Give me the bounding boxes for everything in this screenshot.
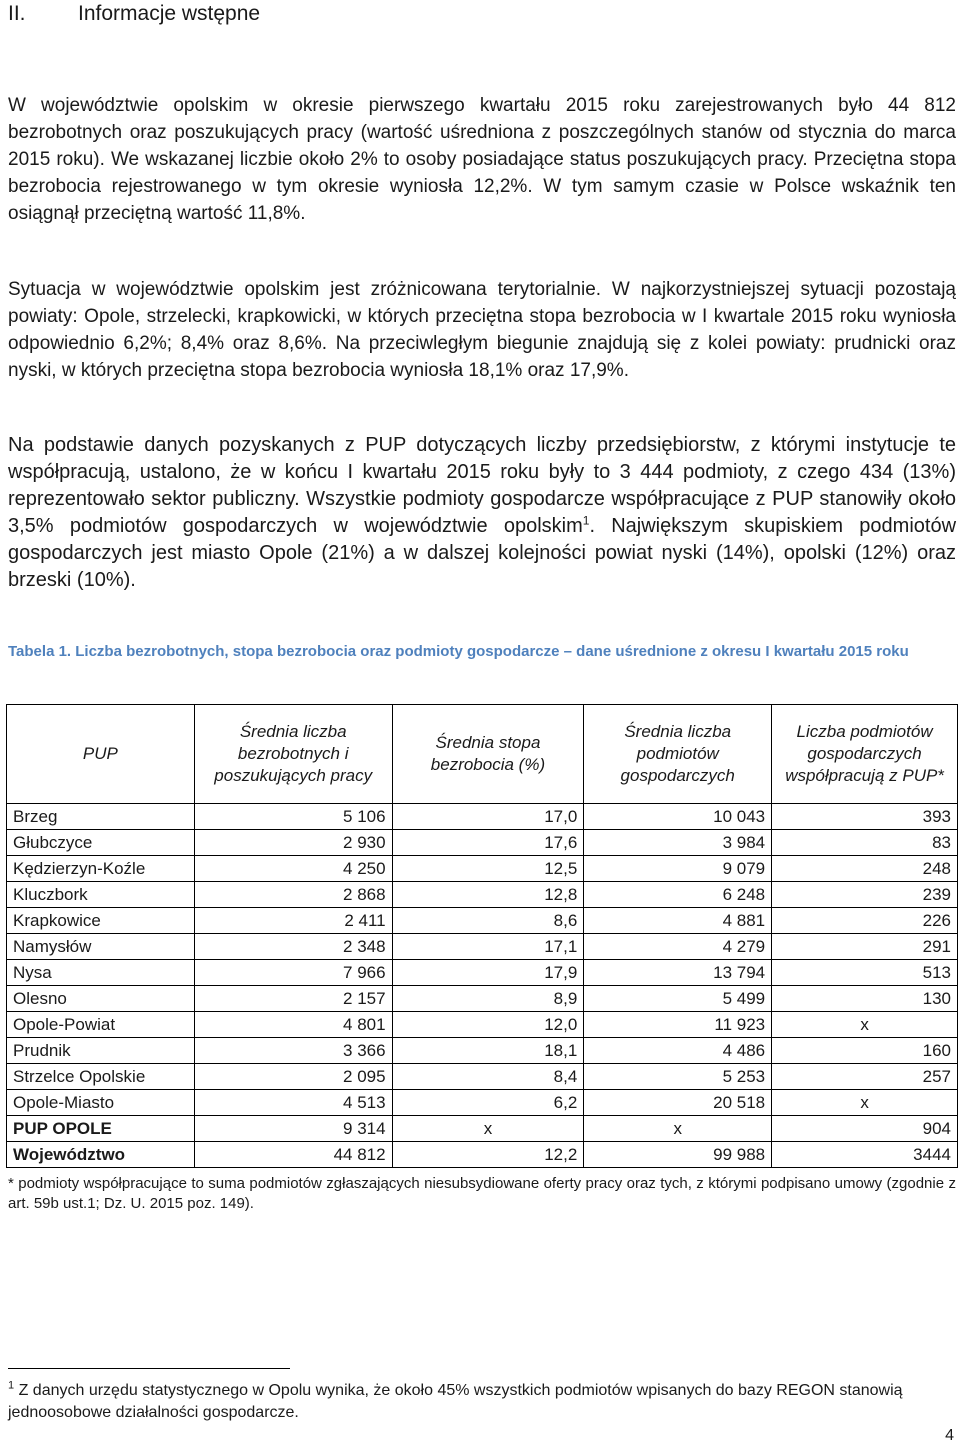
table-cell: 13 794 [584,960,772,986]
table-header-row [7,705,958,804]
table-note: * podmioty współpracujące to suma podmiotów zgłaszających niesubsydiowane oferty pracy oraz tych, z którymi podpisano umowy (zgodnie z art. 59b ust.1; Dz. U. 2015 poz. 149). [8,1175,956,1212]
footnote [8,1380,958,1424]
table-cell: 3 984 [584,830,772,856]
section-heading [8,0,260,28]
table-row [7,830,958,856]
table-cell: 17,0 [392,804,584,830]
table-cell: 12,2 [392,1142,584,1168]
table-cell: 4 486 [584,1038,772,1064]
table-row [7,986,958,1012]
table-cell: 513 [772,960,958,986]
table-cell: x [584,1116,772,1142]
row-label: Kluczbork [7,882,195,908]
table-cell: 5 499 [584,986,772,1012]
table-cell: 2 868 [194,882,392,908]
table-cell: 160 [772,1038,958,1064]
table-row [7,1116,958,1142]
table-cell: x [772,1090,958,1116]
table-cell: 4 250 [194,856,392,882]
table-cell: 5 253 [584,1064,772,1090]
row-label: Prudnik [7,1038,195,1064]
table-cell: 17,9 [392,960,584,986]
table-row [7,1142,958,1168]
table-cell: 239 [772,882,958,908]
table-cell: 2 411 [194,908,392,934]
table-cell: 11 923 [584,1012,772,1038]
table-cell: 4 881 [584,908,772,934]
paragraph-business-cooperation [8,432,956,594]
page-number: 4 [945,1427,954,1444]
paragraph-text-part: . Największym skupiskiem podmiotów gospodarczych jest miasto Opole (21%) a w dalszej kolejności powiat nyski (14%), opolski (12%) oraz brzeski (10%). [8,515,957,591]
table-cell: 248 [772,856,958,882]
table-cell: 6 248 [584,882,772,908]
table-cell: 10 043 [584,804,772,830]
table-cell: 226 [772,908,958,934]
table-row [7,882,958,908]
table-cell: 8,6 [392,908,584,934]
table-row [7,804,958,830]
paragraph-territorial-situation: Sytuacja w województwie opolskim jest zróżnicowana terytorialnie. W najkorzystniejszej sytuacji pozostają powiaty: Opole, strzelecki, krapkowicki, w których przeciętna stopa bezrobocia w I kwartale 2015 roku wyniosła odpowiednio 6,2%; 8,4% oraz 8,6%. Na przeciwległym biegunie znajdują się z kolei powiaty: prudnicki oraz nyski, w których przeciętna stopa bezrobocia wyniosła 18,1% oraz 17,9%. [8,279,956,381]
table-cell: 2 095 [194,1064,392,1090]
table-cell: 393 [772,804,958,830]
row-label: Namysłów [7,934,195,960]
table-cell: 20 518 [584,1090,772,1116]
section-number: II. [8,2,26,25]
row-label: Województwo [7,1142,195,1168]
table-cell: 17,1 [392,934,584,960]
table-cell: 9 314 [194,1116,392,1142]
column-header-rate: Średnia stopa bezrobocia (%) [392,705,584,804]
row-label: Krapkowice [7,908,195,934]
column-header-businesses: Średnia liczba podmiotów gospodarczych [584,705,772,804]
row-label: Nysa [7,960,195,986]
table-cell: 8,4 [392,1064,584,1090]
row-label: Brzeg [7,804,195,830]
section-title: Informacje wstępne [78,2,261,25]
table-cell: 3 366 [194,1038,392,1064]
table-cell: 5 106 [194,804,392,830]
table-cell: 17,6 [392,830,584,856]
table-cell: 6,2 [392,1090,584,1116]
table-cell: 4 279 [584,934,772,960]
table-row [7,908,958,934]
table-cell: 99 988 [584,1142,772,1168]
column-header-pup: PUP [7,705,195,804]
table-cell: 291 [772,934,958,960]
table-cell: 2 348 [194,934,392,960]
table-cell: 2 157 [194,986,392,1012]
table-caption: Tabela 1. Liczba bezrobotnych, stopa bezrobocia oraz podmioty gospodarcze – dane uśrednione z okresu I kwartału 2015 roku [8,643,909,660]
table-body [7,804,958,1168]
table-row [7,1038,958,1064]
footnote-text: Z danych urzędu statystycznego w Opolu wynika, że około 45% wszystkich podmiotów wpisanych do bazy REGON stanowią jednoosobowe działalności gospodarcze. [8,1382,903,1421]
row-label: Opole-Powiat [7,1012,195,1038]
table-cell: 18,1 [392,1038,584,1064]
footnote-marker: 1 [8,1379,15,1392]
table-row [7,856,958,882]
table-cell: 4 513 [194,1090,392,1116]
table-row [7,1090,958,1116]
table-cell: x [772,1012,958,1038]
table-cell: 12,8 [392,882,584,908]
table-cell: x [392,1116,584,1142]
table-cell: 3444 [772,1142,958,1168]
row-label: Olesno [7,986,195,1012]
table-cell: 4 801 [194,1012,392,1038]
unemployment-table [6,704,958,1168]
table-cell: 130 [772,986,958,1012]
row-label: Opole-Miasto [7,1090,195,1116]
table-cell: 2 930 [194,830,392,856]
table-row [7,960,958,986]
row-label: PUP OPOLE [7,1116,195,1142]
table-row [7,1064,958,1090]
table-row [7,1012,958,1038]
table-cell: 12,0 [392,1012,584,1038]
table-cell: 12,5 [392,856,584,882]
table-cell: 7 966 [194,960,392,986]
table-cell: 904 [772,1116,958,1142]
row-label: Głubczyce [7,830,195,856]
table-cell: 44 812 [194,1142,392,1168]
table-cell: 83 [772,830,958,856]
table-cell: 9 079 [584,856,772,882]
column-header-cooperating: Liczba podmiotów gospodarczych współpracują z PUP* [772,705,958,804]
table-cell: 257 [772,1064,958,1090]
paragraph-unemployment-summary: W województwie opolskim w okresie pierwszego kwartału 2015 roku zarejestrowanych było 44 812 bezrobotnych oraz poszukujących pracy (wartość uśredniona z poszczególnych stanów od stycznia do marca 2015 roku). We wskazanej liczbie około 2% to osoby posiadające status poszukujących pracy. Przeciętna stopa bezrobocia rejestrowanego w tym okresie wyniosła 12,2%. W tym samym czasie w Polsce wskaźnik ten osiągnął przeciętną wartość 11,8%. [8,95,956,224]
column-header-unemployed: Średnia liczba bezrobotnych i poszukujących pracy [194,705,392,804]
table-cell: 8,9 [392,986,584,1012]
row-label: Strzelce Opolskie [7,1064,195,1090]
row-label: Kędzierzyn-Koźle [7,856,195,882]
table-row [7,934,958,960]
footnote-divider [8,1368,290,1369]
paragraph-text-part: Na podstawie danych pozyskanych z PUP dotyczących liczby przedsiębiorstw, z którymi instytucje te współpracują, ustalono, że w końcu I kwartału 2015 roku były to 3 444 podmioty, z czego 434 (13%) reprezentowało sektor publiczny. Wszystkie podmioty gospodarcze współpracujące z PUP stanowiły około 3,5% podmiotów gospodarczych w województwie opolskim [8,434,956,537]
footnote-reference[interactable]: 1 [582,513,590,528]
